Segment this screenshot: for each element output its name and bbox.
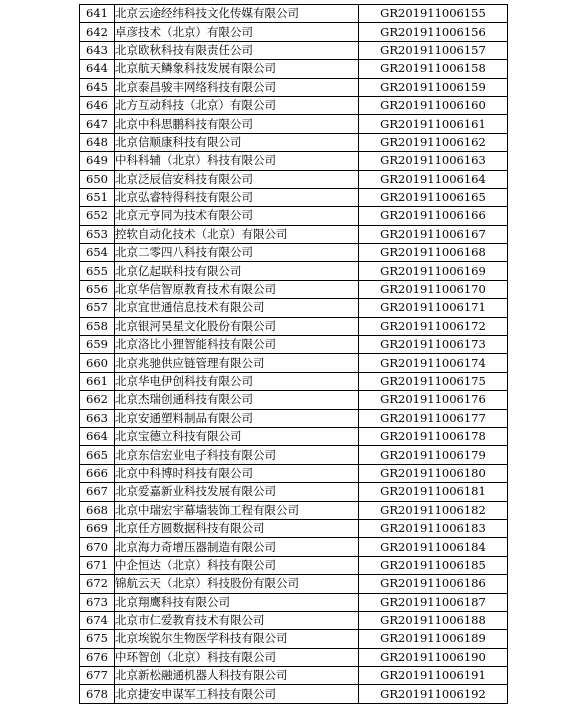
certificate-code-cell: GR201911006173	[359, 336, 508, 354]
table-row	[80, 630, 508, 648]
certificate-code-cell: GR201911006177	[359, 409, 508, 427]
certificate-code-cell: GR201911006160	[359, 96, 508, 114]
certificate-code-cell: GR201911006179	[359, 446, 508, 464]
row-number-cell: 651	[80, 188, 115, 206]
certificate-code-cell: GR201911006191	[359, 667, 508, 685]
table-row	[80, 262, 508, 280]
row-number-cell: 645	[80, 78, 115, 96]
row-number-cell: 668	[80, 501, 115, 519]
row-number-cell: 677	[80, 667, 115, 685]
company-name-cell: 北京新松融通机器人科技有限公司	[115, 667, 359, 685]
company-name-cell: 北京华信智原教育技术有限公司	[115, 280, 359, 298]
certificate-code-cell: GR201911006170	[359, 280, 508, 298]
row-number-cell: 667	[80, 483, 115, 501]
table-row	[80, 556, 508, 574]
row-number-cell: 659	[80, 336, 115, 354]
certificate-code-cell: GR201911006159	[359, 78, 508, 96]
company-name-cell: 卓彦技术（北京）有限公司	[115, 23, 359, 41]
company-name-cell: 中企恒达（北京）科技有限公司	[115, 556, 359, 574]
table-row	[80, 409, 508, 427]
table-row	[80, 133, 508, 151]
row-number-cell: 674	[80, 611, 115, 629]
company-name-cell: 北京东信宏业电子科技有限公司	[115, 446, 359, 464]
table-row	[80, 519, 508, 537]
company-name-cell: 北京任方圆数据科技有限公司	[115, 519, 359, 537]
table-row	[80, 593, 508, 611]
certificate-code-cell: GR201911006180	[359, 464, 508, 482]
company-name-cell: 北京宝德立科技有限公司	[115, 427, 359, 445]
row-number-cell: 663	[80, 409, 115, 427]
certificate-code-cell: GR201911006182	[359, 501, 508, 519]
row-number-cell: 669	[80, 519, 115, 537]
company-name-cell: 北京航天鳞象科技发展有限公司	[115, 60, 359, 78]
company-name-cell: 北京泛辰信安科技有限公司	[115, 170, 359, 188]
table-row	[80, 446, 508, 464]
company-name-cell: 北京爱嘉新业科技发展有限公司	[115, 483, 359, 501]
row-number-cell: 653	[80, 225, 115, 243]
company-name-cell: 北京云途经纬科技文化传媒有限公司	[115, 5, 359, 23]
company-name-cell: 北京杰瑞创通科技有限公司	[115, 391, 359, 409]
table-row	[80, 60, 508, 78]
company-name-cell: 北京市仁爱教育技术有限公司	[115, 611, 359, 629]
certificate-code-cell: GR201911006158	[359, 60, 508, 78]
company-name-cell: 北京弘睿特得科技有限公司	[115, 188, 359, 206]
certificate-code-cell: GR201911006169	[359, 262, 508, 280]
table-row	[80, 372, 508, 390]
certificate-code-cell: GR201911006176	[359, 391, 508, 409]
table-row	[80, 483, 508, 501]
certificate-code-cell: GR201911006162	[359, 133, 508, 151]
table-row	[80, 427, 508, 445]
certificate-code-cell: GR201911006163	[359, 152, 508, 170]
certificate-code-cell: GR201911006166	[359, 207, 508, 225]
table-row	[80, 299, 508, 317]
table-row	[80, 188, 508, 206]
table-row	[80, 611, 508, 629]
company-name-cell: 北京捷安申谋军工科技有限公司	[115, 685, 359, 703]
company-name-cell: 北京海力奇增压器制造有限公司	[115, 538, 359, 556]
table-row	[80, 317, 508, 335]
certificate-code-cell: GR201911006167	[359, 225, 508, 243]
table-row	[80, 280, 508, 298]
company-name-cell: 北京翔鹰科技有限公司	[115, 593, 359, 611]
table-row	[80, 336, 508, 354]
certificate-code-cell: GR201911006189	[359, 630, 508, 648]
company-name-cell: 北京亿起联科技有限公司	[115, 262, 359, 280]
enterprise-table	[79, 4, 508, 704]
company-name-cell: 北京埃锐尔生物医学科技有限公司	[115, 630, 359, 648]
row-number-cell: 675	[80, 630, 115, 648]
certificate-code-cell: GR201911006178	[359, 427, 508, 445]
row-number-cell: 649	[80, 152, 115, 170]
row-number-cell: 666	[80, 464, 115, 482]
table-row	[80, 391, 508, 409]
company-name-cell: 中环智创（北京）科技有限公司	[115, 648, 359, 666]
row-number-cell: 652	[80, 207, 115, 225]
company-name-cell: 北京兆驰供应链管理有限公司	[115, 354, 359, 372]
table-row	[80, 538, 508, 556]
row-number-cell: 656	[80, 280, 115, 298]
row-number-cell: 670	[80, 538, 115, 556]
table-row	[80, 152, 508, 170]
certificate-code-cell: GR201911006172	[359, 317, 508, 335]
certificate-code-cell: GR201911006186	[359, 575, 508, 593]
company-name-cell: 北京中科博时科技有限公司	[115, 464, 359, 482]
certificate-code-cell: GR201911006187	[359, 593, 508, 611]
row-number-cell: 672	[80, 575, 115, 593]
row-number-cell: 658	[80, 317, 115, 335]
certificate-code-cell: GR201911006185	[359, 556, 508, 574]
table-row	[80, 575, 508, 593]
row-number-cell: 660	[80, 354, 115, 372]
row-number-cell: 664	[80, 427, 115, 445]
row-number-cell: 648	[80, 133, 115, 151]
company-name-cell: 北京元亨同为技术有限公司	[115, 207, 359, 225]
certificate-code-cell: GR201911006155	[359, 5, 508, 23]
row-number-cell: 647	[80, 115, 115, 133]
table-row	[80, 685, 508, 703]
company-name-cell: 北京中瑞宏宇幕墙装饰工程有限公司	[115, 501, 359, 519]
table-row	[80, 225, 508, 243]
row-number-cell: 654	[80, 244, 115, 262]
company-name-cell: 北京中科思鹏科技有限公司	[115, 115, 359, 133]
row-number-cell: 646	[80, 96, 115, 114]
table-row	[80, 23, 508, 41]
table-row	[80, 244, 508, 262]
table-row	[80, 41, 508, 59]
certificate-code-cell: GR201911006188	[359, 611, 508, 629]
company-name-cell: 北京洛比小狸智能科技有限公司	[115, 336, 359, 354]
certificate-code-cell: GR201911006157	[359, 41, 508, 59]
row-number-cell: 661	[80, 372, 115, 390]
company-name-cell: 北京宜世通信息技术有限公司	[115, 299, 359, 317]
company-name-cell: 北京华电伊创科技有限公司	[115, 372, 359, 390]
table-row	[80, 78, 508, 96]
row-number-cell: 657	[80, 299, 115, 317]
row-number-cell: 671	[80, 556, 115, 574]
row-number-cell: 655	[80, 262, 115, 280]
table-row	[80, 667, 508, 685]
company-name-cell: 北京二零四八科技有限公司	[115, 244, 359, 262]
row-number-cell: 662	[80, 391, 115, 409]
certificate-code-cell: GR201911006161	[359, 115, 508, 133]
table-row	[80, 115, 508, 133]
row-number-cell: 665	[80, 446, 115, 464]
table-row	[80, 96, 508, 114]
table-row	[80, 354, 508, 372]
row-number-cell: 650	[80, 170, 115, 188]
certificate-code-cell: GR201911006184	[359, 538, 508, 556]
company-name-cell: 控软自动化技术（北京）有限公司	[115, 225, 359, 243]
certificate-code-cell: GR201911006183	[359, 519, 508, 537]
company-name-cell: 北京泰昌骏丰网络科技有限公司	[115, 78, 359, 96]
company-name-cell: 北京安通塑料制品有限公司	[115, 409, 359, 427]
certificate-code-cell: GR201911006165	[359, 188, 508, 206]
certificate-code-cell: GR201911006156	[359, 23, 508, 41]
certificate-code-cell: GR201911006190	[359, 648, 508, 666]
table-row	[80, 170, 508, 188]
row-number-cell: 641	[80, 5, 115, 23]
table-row	[80, 501, 508, 519]
certificate-code-cell: GR201911006192	[359, 685, 508, 703]
table-row	[80, 648, 508, 666]
table-row	[80, 207, 508, 225]
row-number-cell: 676	[80, 648, 115, 666]
certificate-list-page	[79, 4, 506, 704]
certificate-code-cell: GR201911006174	[359, 354, 508, 372]
certificate-code-cell: GR201911006175	[359, 372, 508, 390]
row-number-cell: 642	[80, 23, 115, 41]
company-name-cell: 北京银河昊星文化股份有限公司	[115, 317, 359, 335]
certificate-code-cell: GR201911006181	[359, 483, 508, 501]
table-row	[80, 5, 508, 23]
enterprise-table-body	[80, 5, 508, 704]
company-name-cell: 北京欧秋科技有限责任公司	[115, 41, 359, 59]
row-number-cell: 678	[80, 685, 115, 703]
certificate-code-cell: GR201911006171	[359, 299, 508, 317]
company-name-cell: 中科科辅（北京）科技有限公司	[115, 152, 359, 170]
table-row	[80, 464, 508, 482]
company-name-cell: 北方互动科技（北京）有限公司	[115, 96, 359, 114]
company-name-cell: 北京信顺康科技有限公司	[115, 133, 359, 151]
company-name-cell: 锦航云天（北京）科技股份有限公司	[115, 575, 359, 593]
certificate-code-cell: GR201911006164	[359, 170, 508, 188]
row-number-cell: 644	[80, 60, 115, 78]
row-number-cell: 673	[80, 593, 115, 611]
row-number-cell: 643	[80, 41, 115, 59]
certificate-code-cell: GR201911006168	[359, 244, 508, 262]
